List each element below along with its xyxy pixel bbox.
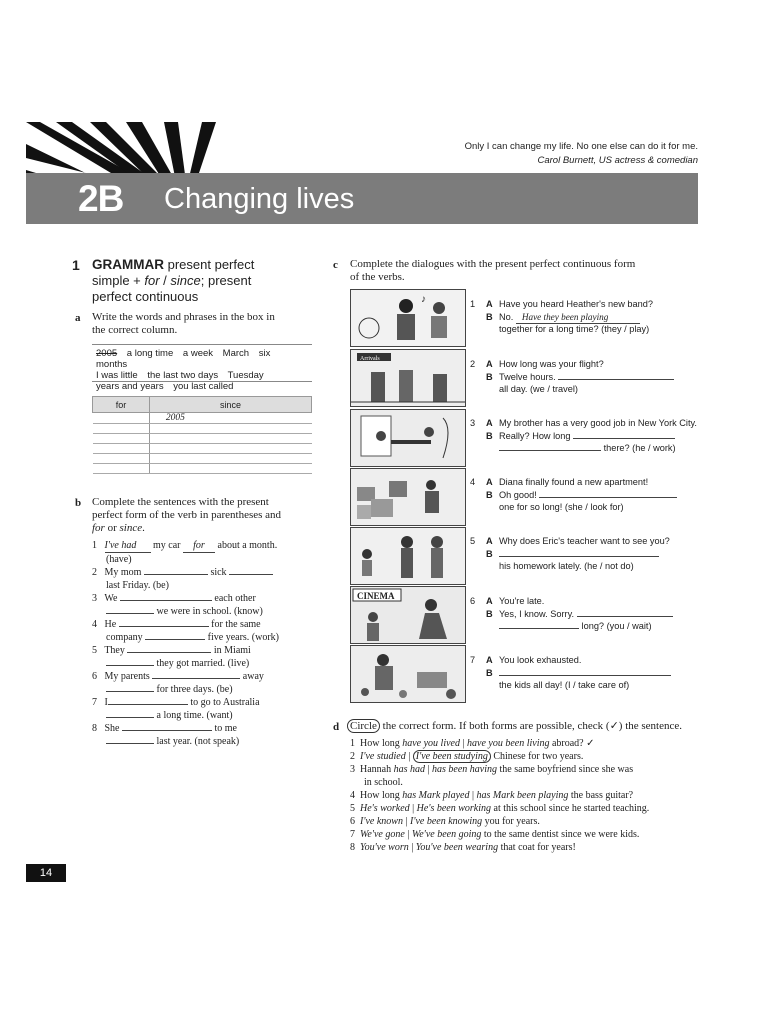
separator: | [409,803,417,814]
sentence-text: I [104,697,108,708]
box-word: six months [96,348,271,370]
option-1[interactable]: I've known [360,816,403,827]
line-b: No. [499,311,516,322]
line-b-cont: the kids all day! (I / take care of) [499,680,630,690]
sentence-text: about a month. [215,540,278,551]
sentence-text: for the same [208,619,261,630]
box-word: you last called [173,381,234,392]
part-a-instruction [92,311,312,337]
table-row [93,454,312,464]
speaker-a: A [486,477,493,487]
sentence-2 [92,566,322,579]
sentence-number: 8 [92,723,97,734]
sentence-verb: (have) [106,554,132,565]
sentence-number: 4 [350,790,355,801]
part-a-inst-1: Write the words and phrases in the box in [92,311,275,323]
sentence-text: Hannah [360,764,394,775]
sentence-number: 7 [350,829,355,840]
part-c-inst-2: of the verbs. [350,271,405,283]
sign-cinema-text: CINEMA [357,591,395,601]
option-2[interactable]: has Mark been playing [476,790,569,801]
sentence-7 [92,696,322,709]
sentence-text: in Miami [211,645,251,656]
table-row [93,434,312,444]
answer-blank[interactable] [229,574,273,575]
cell[interactable] [149,424,311,434]
answer-blank[interactable] [127,652,211,653]
cell-example: 2005 [149,413,311,424]
part-b-sentences [92,539,322,748]
speaker-b: B [486,608,493,619]
answer-blank[interactable] [499,556,659,557]
answer-example: for [183,539,215,553]
heading-since: since [170,273,201,288]
sentence-text: at this school since he started teaching. [491,803,650,814]
heading-sep: / [159,273,171,288]
line-a: Why does Eric's teacher want to see you? [499,536,670,546]
dialogue-number: 2 [470,359,476,369]
illustration-moving-boxes [350,468,466,526]
sentence-number: 7 [92,697,97,708]
part-d-label: d [333,721,340,733]
sentence-text: the bass guitar? [568,790,634,801]
speaker-b: B [486,371,493,382]
sentence-number: 4 [92,619,97,630]
box-word: Tuesday [227,370,264,381]
option-1[interactable]: He's worked [360,803,410,814]
option-1[interactable]: I've studied [360,751,406,762]
col-header-since: since [149,397,311,413]
sentence-text: to me [212,723,237,734]
answer-blank[interactable] [120,600,212,601]
heading-bold: GRAMMAR [92,257,164,272]
box-word: a long time [126,348,174,359]
answer-blank[interactable] [499,628,579,629]
illustration-kids-mess [350,645,466,703]
speaker-a: A [486,655,493,665]
sentence-text: abroad? ✓ [549,738,595,749]
cell[interactable] [93,413,150,424]
d-sentence-4 [350,789,710,802]
cell[interactable] [93,424,150,434]
box-word: a week [182,348,214,359]
sentence-number: 3 [350,764,355,775]
answer-blank[interactable] [106,613,154,614]
answer-blank[interactable] [108,704,188,705]
sentence-text: the same boyfriend since she was [497,764,634,775]
illustration-cinema [350,586,466,644]
sentence-text: last year. (not speak) [154,736,240,747]
dialogue-number: 4 [470,477,476,487]
separator: | [425,764,433,775]
part-b-inst-for: for [92,522,105,534]
part-d-sentences [350,737,710,854]
option-1[interactable]: You've worn [360,842,409,853]
heading-line2b: ; present [200,273,252,288]
speaker-b: B [486,430,493,441]
separator: | [402,816,410,827]
sentence-6 [92,670,322,683]
illustration-airport [350,349,466,407]
sentence-number: 6 [350,816,355,827]
dialogue-number: 5 [470,536,476,546]
cell[interactable] [149,444,311,454]
sentence-text: sick [207,567,230,578]
heading-line2a: simple + [92,273,145,288]
illustration-school [350,527,466,585]
answer-blank[interactable] [152,678,240,679]
line-b-cont: his homework lately. (he / not do) [499,561,634,571]
sentence-text: they got married. (live) [154,658,250,669]
section-number: 1 [72,257,80,273]
d-sentence-6 [350,815,710,828]
sentence-text: to go to Australia [187,697,260,708]
cell[interactable] [93,464,150,474]
sentence-text: We [104,593,120,604]
sentence-text: He [104,619,119,630]
dialogue-number: 1 [470,299,476,309]
option-1[interactable]: has had [393,764,426,775]
dialogue-number: 6 [470,596,476,606]
speaker-a: A [486,359,493,369]
answer-blank[interactable] [539,497,677,498]
option-2[interactable]: We've been going [411,829,482,840]
separator: | [469,790,477,801]
line-b-cont: one for so long! (she / look for) [499,502,624,512]
d-sentence-3 [350,763,710,776]
separator: | [404,829,412,840]
line-b-cont: together for a long time? (they / play) [499,324,650,334]
sentence-5 [92,644,322,657]
answer-blank[interactable] [558,379,674,380]
part-d-inst-text: the correct form. If both forms are possible, check (✓) the sentence. [379,720,683,732]
answer-blank[interactable] [106,743,154,744]
speaker-b: B [486,489,493,500]
answer-example: I've had [105,539,151,553]
line-b: Oh good! [499,489,540,500]
sentence-number: 5 [350,803,355,814]
line-a: You're late. [499,596,545,606]
box-word: I was little [96,370,138,381]
table-row [93,424,312,434]
line-b-cont: all day. (we / travel) [499,384,578,394]
sentence-text: that coat for years! [498,842,576,853]
line-a: My brother has a very good job in New York City. [499,418,697,428]
box-word: March [222,348,250,359]
page-number: 14 [26,864,66,882]
speaker-a: A [486,536,493,546]
part-b-inst-since: since [119,522,143,534]
option-2[interactable]: has been having [432,764,498,775]
sentence-number: 2 [92,567,97,578]
option-2[interactable]: He's been working [416,803,492,814]
answer-blank[interactable] [106,717,154,718]
sentence-1 [92,539,322,553]
option-1[interactable]: have you lived [402,738,460,749]
sentence-text: My mom [104,567,144,578]
illustration-band [350,289,466,347]
sentence-text: They [104,645,128,656]
sentence-text: my car [150,540,183,551]
part-b-label: b [75,497,82,509]
dialogue-number: 7 [470,655,476,665]
d-sentence-2 [350,750,710,763]
part-c-label: c [333,259,338,271]
sentence-number: 3 [92,593,97,604]
sentence-text: to the same dentist since we were kids. [481,829,640,840]
d-sentence-1 [350,737,710,750]
table-row [93,464,312,474]
answer-example: Have they been playing [516,311,640,325]
sign-arrivals-text: Arrivals [360,356,380,362]
cell[interactable] [93,454,150,464]
d-sentence-7 [350,828,710,841]
separator: | [408,842,416,853]
sentence-text: She [104,723,122,734]
table-row [93,444,312,454]
sentence-text: in school. [364,777,403,788]
answer-blank[interactable] [119,626,209,627]
illustration-cafe [350,409,466,467]
cell[interactable] [93,444,150,454]
speaker-a: A [486,596,493,606]
answer-blank[interactable] [122,730,212,731]
heading-for: for [144,273,160,288]
box-word: years and years [96,381,164,392]
cell[interactable] [93,434,150,444]
unit-title: Changing lives [164,183,355,215]
sentence-text: My parents [104,671,153,682]
col-header-for: for [93,397,150,413]
d-sentence-8 [350,841,710,854]
sentence-number: 2 [350,751,355,762]
quote [380,140,698,168]
sentence-3 [92,592,322,605]
line-a: You look exhausted. [499,655,582,665]
line-b-cont: long? (you / wait) [579,621,652,631]
answer-blank[interactable] [577,616,673,617]
answer-blank[interactable] [145,639,205,640]
box-word: the last two days [147,370,219,381]
sentence-text: How long [360,738,403,749]
speaker-a: A [486,299,493,309]
option-1[interactable]: has Mark played [402,790,470,801]
answer-blank[interactable] [499,450,601,451]
sentence-number: 8 [350,842,355,853]
part-a-label: a [75,312,81,324]
sentence-number: 6 [92,671,97,682]
sentence-text: company [106,632,146,643]
part-d-instruction [347,720,717,733]
sentence-number: 1 [350,738,355,749]
sentence-text: each other [211,593,256,604]
sentence-text: How long [360,790,403,801]
cell[interactable] [149,434,311,444]
option-2-circled[interactable]: I've been studying [413,750,491,763]
option-2[interactable]: have you been living [467,738,550,749]
line-b: Twelve hours. [499,371,559,382]
dialogue-number: 3 [470,418,476,428]
answer-blank[interactable] [106,665,154,666]
option-2[interactable]: You've been wearing [415,842,499,853]
part-b-inst-or: or [104,522,120,534]
option-1[interactable]: We've gone [360,829,405,840]
separator: | [405,751,413,762]
sentence-text: for three days. (be) [154,684,233,695]
line-a: How long was your flight? [499,359,604,369]
line-b: Really? How long [499,430,574,441]
section-heading [92,257,302,305]
separator: | [459,738,467,749]
speaker-b: B [486,311,493,322]
quote-text: Only I can change my life. No one else can do it for me. [464,141,698,152]
line-b-cont: there? (he / work) [603,443,676,453]
table-row [93,413,312,424]
option-2[interactable]: I've been knowing [409,816,483,827]
title-bar [26,173,698,224]
line-a: Diana finally found a new apartment! [499,477,649,487]
heading-line1: present perfect [167,257,255,272]
speaker-a: A [486,418,493,428]
for-since-table [92,396,312,474]
unit-number: 2B [78,178,124,219]
answer-blank[interactable] [499,675,671,676]
cell[interactable] [149,464,311,474]
part-b-inst-2: perfect form of the verb in parentheses and [92,509,282,521]
part-c-instruction [350,258,700,284]
answer-blank[interactable] [573,438,675,439]
part-b-inst-1: Complete the sentences with the present [92,496,269,508]
sentence-text: five years. (work) [205,632,280,643]
answer-blank[interactable] [106,691,154,692]
sentence-text: we were in school. (know) [154,606,263,617]
cell[interactable] [149,454,311,464]
sentence-text: Chinese for two years. [490,751,584,762]
speaker-b: B [486,667,493,678]
sentence-number: 5 [92,645,97,656]
part-c-inst-1: Complete the dialogues with the present perfect continuous form [350,258,636,270]
box-word: 2005 [96,348,118,359]
sentence-text: last Friday. (be) [106,580,169,591]
sentence-number: 1 [92,540,97,551]
answer-blank[interactable] [144,574,208,575]
circle-word: Circle [347,719,380,733]
d-sentence-5 [350,802,710,815]
word-box [92,344,312,392]
line-a: Have you heard Heather's new band? [499,299,653,309]
part-b-instruction: Complete the sentences with the present perfect form of the verb in parentheses and for or since. [92,496,317,535]
sentence-text: you for years. [482,816,540,827]
quote-author: Carol Burnett, US actress & comedian [537,155,698,166]
sentence-text: away [240,671,264,682]
sentence-text: a long time. (want) [154,710,233,721]
speaker-b: B [486,548,493,559]
sentence-4 [92,618,322,631]
heading-line3: perfect continuous [92,289,199,304]
sentence-8 [92,722,322,735]
line-b: Yes, I know. Sorry. [499,608,577,619]
part-a-inst-2: the correct column. [92,324,178,336]
svg-text:♪: ♪ [421,294,426,305]
